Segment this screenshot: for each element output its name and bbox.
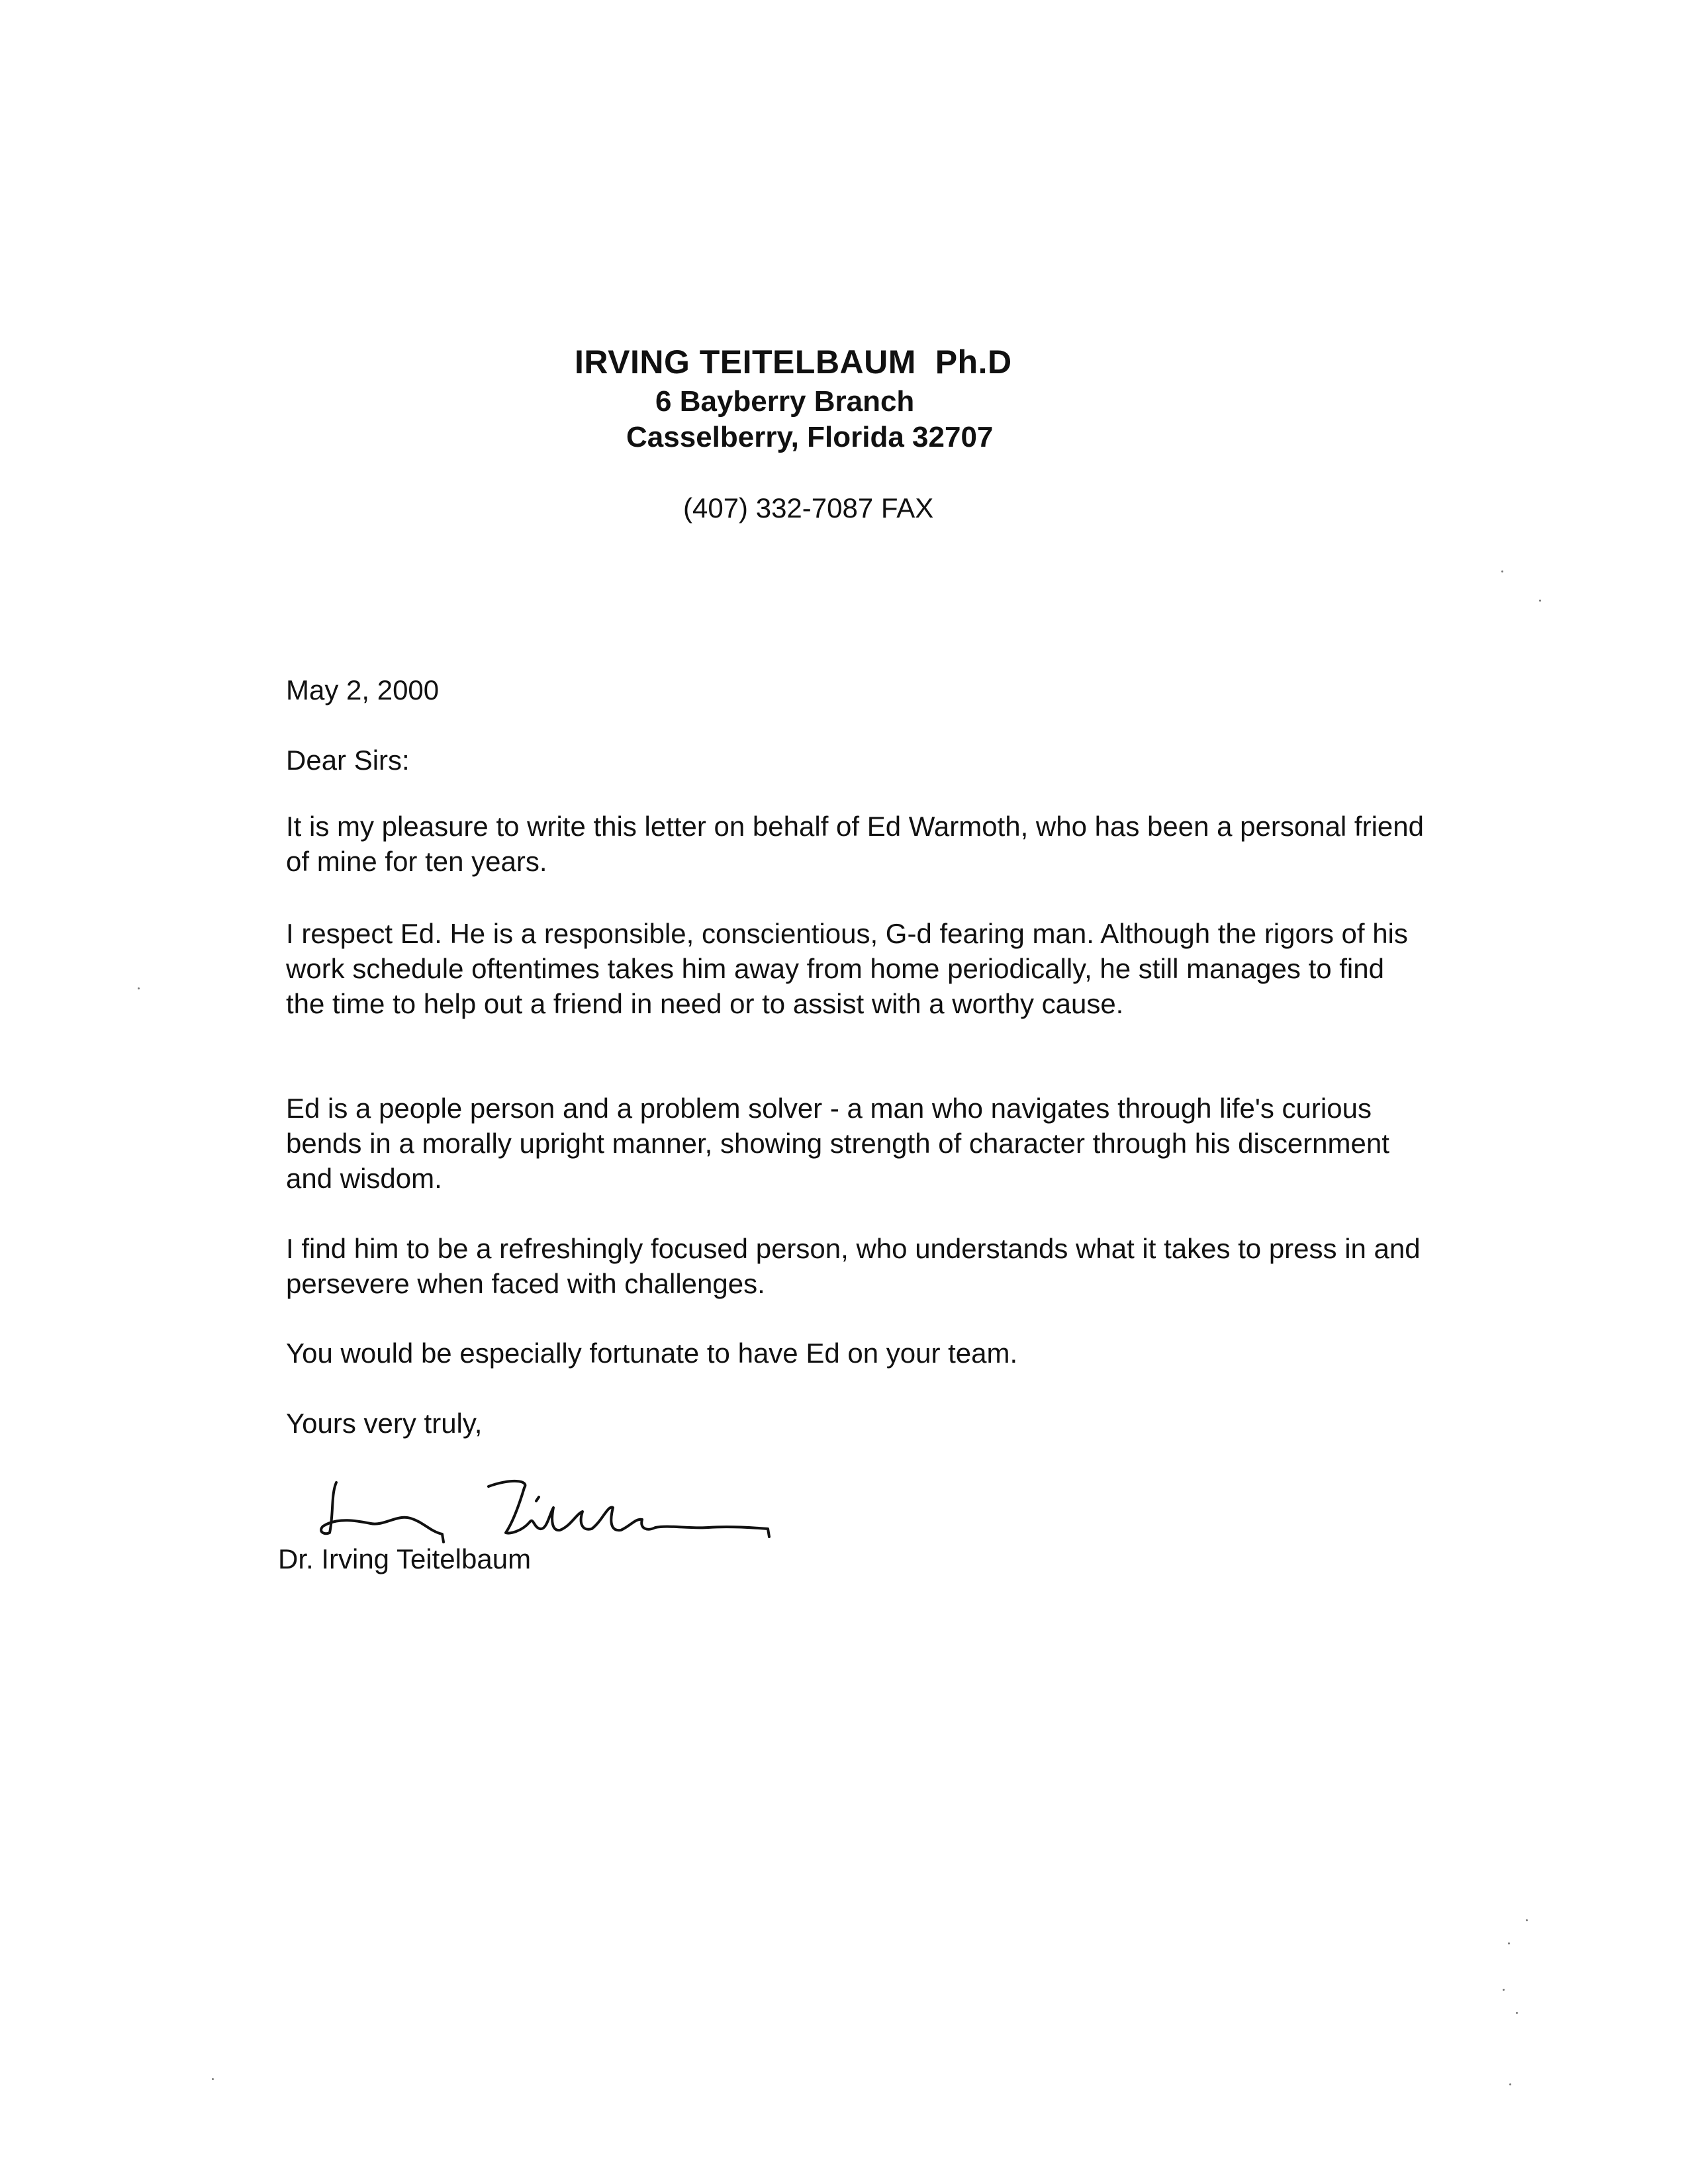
scan-speck	[1509, 2083, 1511, 2085]
paragraph-1: It is my pleasure to write this letter on behalf of Ed Warmoth, who has been a personal friend of mine for ten years.	[286, 811, 1424, 877]
letter-date: May 2, 2000	[286, 674, 440, 705]
paragraph-4: I find him to be a refreshingly focused person, who understands what it takes to press in and persevere when faced with challenges.	[286, 1233, 1421, 1299]
closing: Yours very truly,	[286, 1408, 483, 1439]
scan-speck	[212, 2078, 214, 2080]
scan-speck	[1503, 1989, 1505, 1991]
handwritten-signature	[311, 1468, 788, 1547]
scan-speck	[1539, 600, 1541, 602]
letterhead-address-line2: Casselberry, Florida 32707	[626, 421, 994, 453]
paragraph-2: I respect Ed. He is a responsible, conscientious, G-d fearing man. Although the rigors of his work schedule oftentimes takes him away from home periodically, he still manages to find the time to help out a friend in need or to assist with a worthy cause.	[286, 918, 1408, 1019]
letterhead-name: IRVING TEITELBAUM Ph.D	[575, 343, 1012, 381]
scan-speck	[1501, 570, 1503, 572]
scan-speck	[1526, 1919, 1528, 1921]
paragraph-3: Ed is a people person and a problem solver - a man who navigates through life's curious bends in a morally upright manner, showing strength of character through his discernment and wisdom.	[286, 1093, 1389, 1194]
letterhead-address-line1: 6 Bayberry Branch	[655, 385, 915, 418]
scan-speck	[1508, 1942, 1510, 1944]
scan-speck	[138, 987, 140, 989]
scan-speck	[1516, 2012, 1518, 2014]
signer-name: Dr. Irving Teitelbaum	[278, 1543, 532, 1574]
salutation: Dear Sirs:	[286, 745, 410, 776]
paragraph-5: You would be especially fortunate to have Ed on your team.	[286, 1338, 1018, 1369]
letterhead-fax: (407) 332-7087 FAX	[683, 492, 934, 523]
